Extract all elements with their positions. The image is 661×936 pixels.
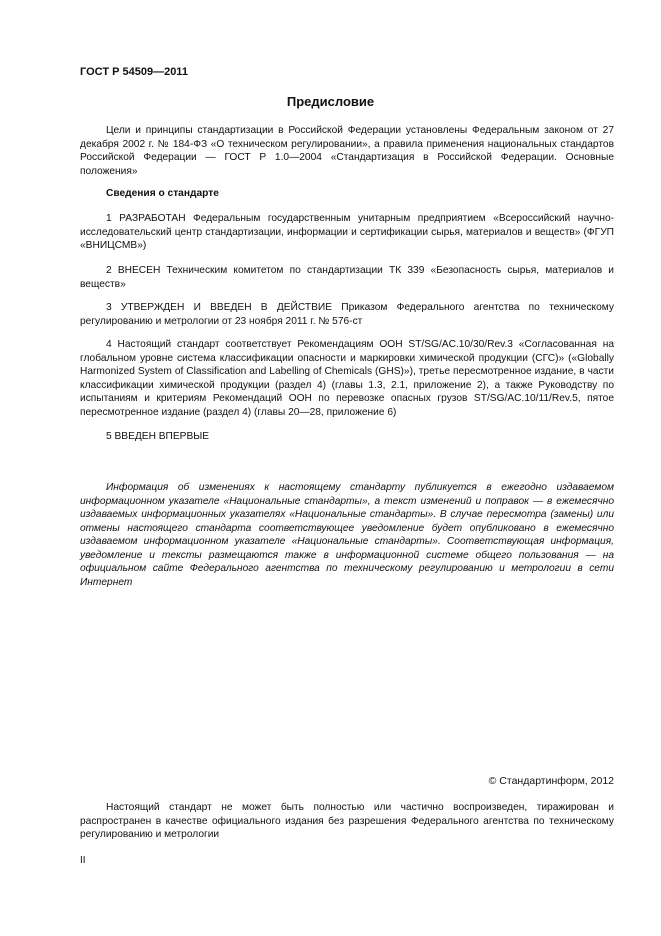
- intro-paragraph: Цели и принципы стандартизации в Российской Федерации установлены Федеральным законом от 27 декабря 2002 г. № 184-ФЗ «О техническом регулировании», а правила применения национальных стандартов Российской Федерации — ГОСТ Р 1.0—2004 «Стандартизация в Российской Федерации. Основные положения»: [80, 125, 614, 177]
- item-conformity: 4 Настоящий стандарт соответствует Рекомендациям ООН ST/SG/AC.10/30/Rev.3 «Согласованная на глобальном уровне система классификации опасности и маркировки химической продукции (СГС)» («Globally Harmonized System of Classification and Labelling of Chemicals (GHS)»), третье пересмотренное издание, в части классификации химической продукции (раздел 4) (главы 1.3, 2.1, приложение 2), а также Руководству по испытаниям и критериям Рекомендаций ООН по перевозке опасных грузов ST/SG/AC.10/11/Rev.5, пятое пересмотренное издание (раздел 4) (главы 20—28, приложение 6): [80, 339, 614, 418]
- reproduction-notice: Настоящий стандарт не может быть полностью или частично воспроизведен, тиражирован и распространен в качестве официального издания без разрешения Федерального агентства по техническому регулированию и метрологии: [80, 802, 614, 840]
- document-code: ГОСТ Р 54509—2011: [80, 66, 188, 78]
- page-title: Предисловие: [286, 94, 375, 109]
- copyright-notice: © Стандартинформ, 2012: [488, 775, 614, 787]
- notice-paragraph: Информация об изменениях к настоящему стандарту публикуется в ежегодно издаваемом информационном указателе «Национальные стандарты», а текст изменений и поправок — в ежемесячно издаваемых информационных указателях «Национальные стандарты». В случае пересмотра (замены) или отмены настоящего стандарта соответствующее уведомление будет опубликовано в ежемесячно издаваемом информационном указателе «Национальные стандарты». Соответствующая информация, уведомление и тексты размещаются также в информационной системе общего пользования — на официальном сайте Федерального агентства по техническому регулированию и метрологии в сети Интернет: [80, 482, 614, 588]
- section-subheading: Сведения о стандарте: [106, 188, 219, 199]
- item-first-introduced: 5 ВВЕДЕН ВПЕРВЫЕ: [106, 431, 210, 442]
- page-number: II: [80, 855, 86, 866]
- item-approved: 3 УТВЕРЖДЕН И ВВЕДЕН В ДЕЙСТВИЕ Приказом Федерального агентства по техническому регулированию и метрологии от 23 ноября 2011 г. № 576-ст: [80, 302, 614, 327]
- item-developed: 1 РАЗРАБОТАН Федеральным государственным унитарным предприятием «Всероссийский научно-исследовательский центр стандартизации, информации и сертификации сырья, материалов и веществ» (ФГУП «ВНИЦСМВ»): [80, 213, 614, 251]
- item-submitted: 2 ВНЕСЕН Техническим комитетом по стандартизации ТК 339 «Безопасность сырья, материалов и веществ»: [80, 265, 614, 290]
